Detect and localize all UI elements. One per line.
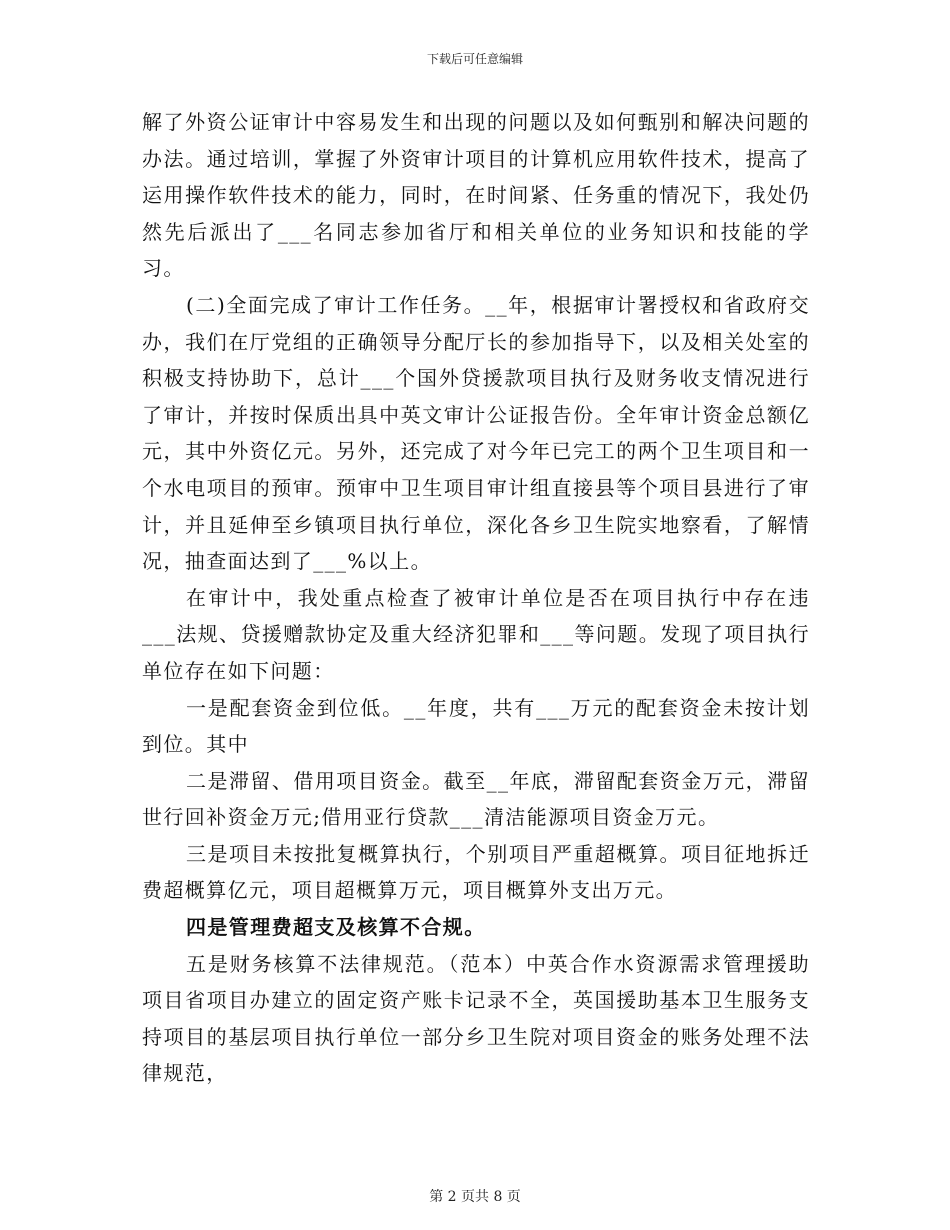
paragraph-7-heading: 四是管理费超支及核算不合规。 [186,915,486,940]
paragraph-5: 二是滞留、借用项目资金。截至__年底，滞留配套资金万元，滞留世行回补资金万元;借用亚行贷款___清洁能源项目资金万元。 [142,768,810,830]
page-footer: 第 2 页共 8 页 [429,1189,521,1205]
paragraph-1: 解了外资公证审计中容易发生和出现的问题以及如何甄别和解决问题的办法。通过培训，掌握了外资审计项目的计算机应用软件技术，提高了运用操作软件技术的能力，同时，在时间紧、任务重的情况下，我处仍然先后派出了___名同志参加省厅和相关单位的业务知识和技能的学习。 [142,110,810,281]
paragraph-6: 三是项目未按批复概算执行，个别项目严重超概算。项目征地拆迁费超概算亿元，项目超概算万元，项目概算外支出万元。 [142,841,810,903]
paragraph-3: 在审计中，我处重点检查了被审计单位是否在项目执行中存在违___法规、贷援赠款协定及重大经济犯罪和___等问题。发现了项目执行单位存在如下问题： [142,585,810,683]
document-body [142,104,810,1092]
paragraph-4: 一是配套资金到位低。__年度，共有___万元的配套资金未按计划到位。其中 [142,695,810,757]
page-header: 下载后可任意编辑 [426,52,523,66]
paragraph-2: (二)全面完成了审计工作任务。__年，根据审计署授权和省政府交办，我们在厅党组的正确领导分配厅长的参加指导下，以及相关处室的积极支持协助下，总计___个国外贷援款项目执行及财务收支情况进行了审计，并按时保质出具中英文审计公证报告份。全年审计资金总额亿元，其中外资亿元。另外，还完成了对今年已完工的两个卫生项目和一个水电项目的预审。预审中卫生项目审计组直接县等个项目县进行了审计，并且延伸至乡镇项目执行单位，深化各乡卫生院实地察看，了解情况，抽查面达到了___%以上。 [142,292,810,574]
paragraph-8: 五是财务核算不法律规范。（范本）中英合作水资源需求管理援助项目省项目办建立的固定资产账卡记录不全，英国援助基本卫生服务支持项目的基层项目执行单位一部分乡卫生院对项目资金的账务处理不法律规范， [142,951,810,1086]
